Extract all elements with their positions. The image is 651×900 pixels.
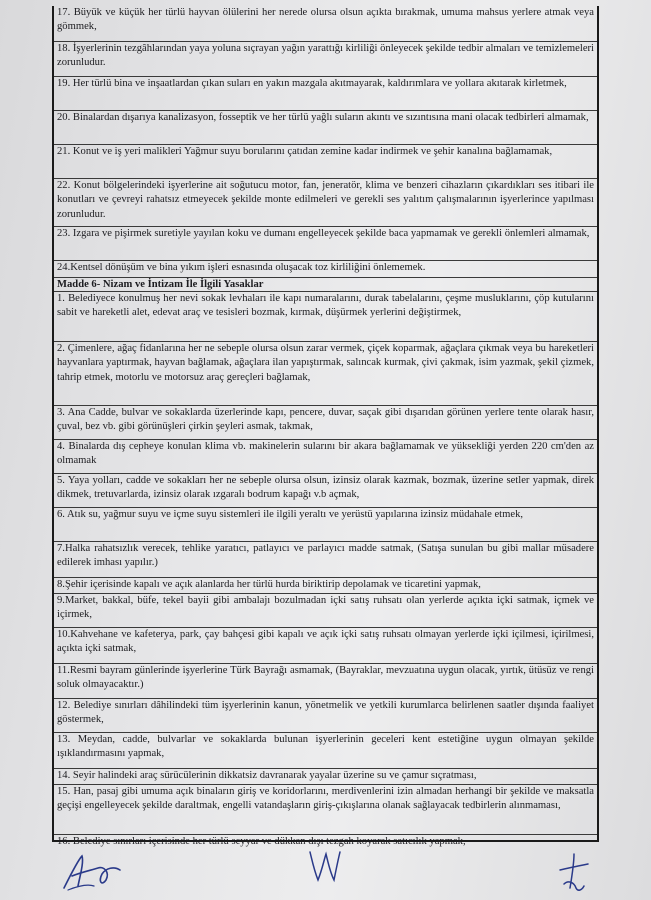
regulation-rows — [54, 6, 597, 854]
regulation-item: 17. Büyük ve küçük her türlü hayvan ölülerini her nerede olursa olsun açıkta bırakmak, umuma mahsus yerlere atmak veya gömmek, — [54, 6, 597, 42]
regulation-item: 11.Resmi bayram günlerinde işyerlerine Türk Bayrağı asmamak, (Bayraklar, mevzuatına uygun olacak, yırtık, ütüsüz ve rengi soluk olmayacaktır.) — [54, 664, 597, 699]
signature-left — [58, 846, 128, 896]
signature-middle — [304, 846, 348, 886]
regulation-item: 5. Yaya yolları, cadde ve sokakları her ne sebeple olursa olsun, izinsiz olarak kazmak, bozmak, üzerine setler yapmak, direk dikmek, tretuvarlarda, izinsiz olarak ızgaralı bodrum kapağı v.b açmak, — [54, 474, 597, 508]
regulation-item: 7.Halka rahatsızlık verecek, tehlike yaratıcı, patlayıcı ve parlayıcı madde satmak, (Satışa sunulan bu gibi mallar müsadere edilerek imhası yapılır.) — [54, 542, 597, 578]
regulation-item: 6. Atık su, yağmur suyu ve içme suyu sistemleri ile ilgili yeraltı ve yerüstü yapılarına izinsiz müdahale etmek, — [54, 508, 597, 542]
regulation-item: 20. Binalardan dışarıya kanalizasyon, fosseptik ve her türlü yağlı suların akıntı ve sızıntısına mani olacak tedbirleri almamak, — [54, 111, 597, 145]
regulation-table — [52, 6, 599, 847]
regulation-item: 12. Belediye sınırları dâhilindeki tüm işyerlerinin kanun, yönetmelik ve yetkili kurumlarca belirlenen saatler dışında faaliyet göstermek, — [54, 699, 597, 733]
regulation-item: 23. Izgara ve pişirmek suretiyle yayılan koku ve dumanı engelleyecek şekilde baca yapmamak ve gerekli önlemleri almamak, — [54, 227, 597, 261]
regulation-item: 10.Kahvehane ve kafeterya, park, çay bahçesi gibi kapalı ve açık içki satış ruhsatı olmayan yerlerde içki içilmesi, içirilmesi, açıkta içki satmak, — [54, 628, 597, 664]
regulation-item: 22. Konut bölgelerindeki işyerlerine ait soğutucu motor, fan, jeneratör, klima ve benzeri cihazların çıkardıkları ses itibari ile konutları ve çevreyi rahatsız etmeyecek şekilde monte edilmeleri ve gerekli ses yalıtım çalışmalarının işyerlerince yapılması zorunludur. — [54, 179, 597, 227]
regulation-item: 16. Belediye sınırları içerisinde her türlü seyyar ve dükkan dışı tezgah koyarak satıcılık yapmak, — [57, 836, 466, 847]
regulation-item: 19. Her türlü bina ve inşaatlardan çıkan suları en yakın mazgala akıtmayarak, kaldırımlara ve yollara akıtarak kirletmek, — [54, 77, 597, 111]
signature-right — [554, 850, 594, 894]
regulation-item: 24.Kentsel dönüşüm ve bina yıkım işleri esnasında oluşacak toz kirliliğini önlememek. — [54, 261, 597, 278]
regulation-item: 8.Şehir içerisinde kapalı ve açık alanlarda her türlü hurda biriktirip depolamak ve ticaretini yapmak, — [54, 578, 597, 594]
regulation-item: 21. Konut ve iş yeri malikleri Yağmur suyu borularını çatıdan zemine kadar indirmek ve şehir kanalına bağlamamak, — [54, 145, 597, 179]
regulation-item: 9.Market, bakkal, büfe, tekel bayii gibi ambalajı bozulmadan içki satış ruhsatı olan yerlerde açıkta içki satmak, içmek ve içirmek, — [54, 594, 597, 628]
regulation-item: 18. İşyerlerinin tezgâhlarından yaya yoluna sıçrayan yağın yarattığı kirliliği önleyecek şekilde tedbir almaları ve temizlemeleri zorunludur. — [54, 42, 597, 77]
regulation-item: 3. Ana Cadde, bulvar ve sokaklarda üzerlerinde kapı, pencere, duvar, saçak gibi dışarıdan görünen yerlere tente olarak hasır, çuval, bez vb. gibi görünüşleri çirkin şeyleri asmak, takmak, — [54, 406, 597, 440]
regulation-item: 2. Çimenlere, ağaç fidanlarına her ne sebeple olursa olsun zarar vermek, çiçek koparmak, ağaçlara çıkmak veya bu hareketleri hayvanlara yaptırmak, hayvan bağlamak, ağaçlara ilan yapıştırmak, salıncak kurmak, çivi çakmak, isim yazmak, şekil çizmek, tahrip etmek, motorlu ve motorsuz araç gereçleri bağlamak, — [54, 342, 597, 406]
regulation-item: 13. Meydan, cadde, bulvarlar ve sokaklarda bulunan işyerlerinin geceleri kent estetiğine uygun olmayan şekilde ışıklandırmasını yapmak, — [54, 733, 597, 769]
regulation-item: 15. Han, pasaj gibi umuma açık binaların giriş ve koridorlarını, merdivenlerini izin almadan herhangi bir şekilde ve maksatla geçişi engelleyecek şekilde daraltmak, engelli vatandaşların giriş-çıkışlarına olanak sağlayacak tedbirlerin alınmaması, — [54, 785, 597, 835]
regulation-item: 4. Binalarda dış cepheye konulan klima vb. makinelerin sularını bir akara bağlamamak ve yüksekliği yerden 220 cm'den az olmamak — [54, 440, 597, 474]
regulation-item: 1. Belediyece konulmuş her nevi sokak levhaları ile kapı numaralarını, durak tabelalarını, çeşme musluklarını, çöp kutularını sabit ve hareketli alet, edevat araç ve tesisleri bozmak, kırmak, düşürmek yerlerini değiştirmek, — [54, 292, 597, 342]
section-heading: Madde 6- Nizam ve İntizam İle İlgili Yasaklar — [54, 278, 597, 292]
regulation-item: 14. Seyir halindeki araç sürücülerinin dikkatsiz davranarak yayalar üzerine su ve çamur sıçratması, — [54, 769, 597, 785]
